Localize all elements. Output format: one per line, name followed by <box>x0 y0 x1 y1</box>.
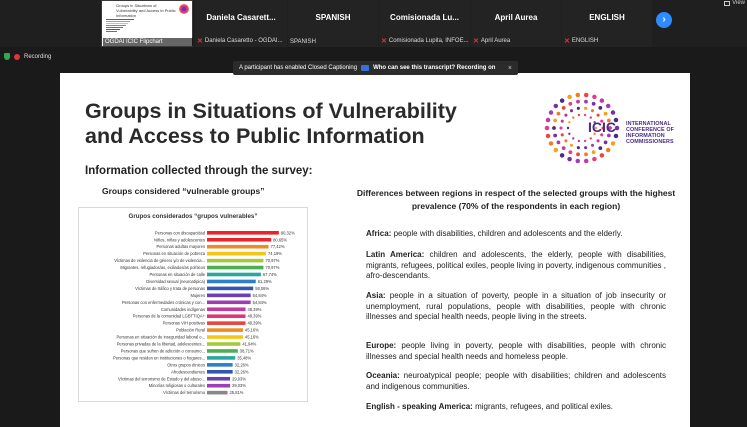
logo-dot <box>592 150 596 154</box>
bar <box>207 307 245 311</box>
logo-dot <box>568 133 570 135</box>
participant-tile[interactable] <box>195 0 287 47</box>
logo-dot <box>559 126 562 129</box>
category-label: Personas con enfermedades crónicas y con... <box>121 299 205 305</box>
groups-heading: Groups considered “vulnerable groups” <box>102 186 265 196</box>
logo-dot <box>546 118 551 123</box>
logo-dot <box>567 127 569 129</box>
logo-dot <box>554 104 559 109</box>
participant-tile[interactable] <box>562 0 652 47</box>
category-label: Diversidad sexual (neuroatípica) <box>146 278 205 284</box>
bar-chart <box>79 208 307 401</box>
closed-caption-icon <box>361 65 369 71</box>
logo-dot <box>598 146 602 150</box>
value-label: 25,81% <box>229 390 244 396</box>
bar <box>207 238 271 242</box>
logo-dot <box>553 119 557 123</box>
value-label: 67,74% <box>262 272 277 277</box>
bar <box>207 356 235 360</box>
logo-dot <box>584 146 587 149</box>
value-label: 45,16% <box>244 327 259 333</box>
logo-dot <box>572 116 574 118</box>
logo-dot <box>567 95 572 99</box>
chart-title: Grupos considerados “grupos vulnerables” <box>128 213 258 220</box>
value-label: 61,29% <box>257 278 272 284</box>
category-label: Personas en situación de inseguridad laboral o... <box>116 334 205 340</box>
mic-muted-icon: ✕ <box>381 38 387 45</box>
logo-dot <box>590 137 592 139</box>
logo-dot <box>604 112 608 116</box>
value-label: 29,03% <box>232 376 246 382</box>
view-button[interactable]: View <box>724 0 745 6</box>
category-label: Víctimas de tráfico y trata de personas <box>135 285 205 291</box>
logo-dot <box>568 121 570 123</box>
mic-muted-icon: ✕ <box>197 38 203 45</box>
value-label: 70,97% <box>265 265 280 271</box>
bar <box>207 363 233 367</box>
value-label: 35,48% <box>237 355 252 361</box>
participant-gallery <box>0 0 747 47</box>
logo-dot <box>564 139 567 142</box>
category-label: Otros grupos étnicos <box>167 362 205 368</box>
logo-dot <box>591 109 594 112</box>
bar <box>207 266 263 270</box>
recording-label: Recording <box>24 53 52 60</box>
bar <box>207 252 266 256</box>
participant-label: ✕ Comisionada Lupita, INFOE... <box>381 38 469 45</box>
participant-name: Comisionada Lu... <box>390 13 459 22</box>
logo-dot <box>553 134 557 138</box>
close-icon[interactable]: × <box>507 64 512 72</box>
logo-dot <box>611 110 616 115</box>
category-label: Personas en situación de pobreza <box>143 251 205 257</box>
logo-dot <box>592 102 596 106</box>
logo-dot <box>564 114 567 117</box>
logo-acronym: ICIC <box>588 119 616 135</box>
category-label: Víctimas de violencia de género y/o de violencia... <box>114 258 205 264</box>
logo-dot <box>584 159 589 164</box>
logo-subtitle: INTERNATIONAL CONFERENCE OF INFORMATION COMMISSIONERS <box>626 121 675 145</box>
participant-label: SPANISH <box>290 39 316 45</box>
category-label: Personas que sufren de adicción o consumo... <box>120 348 205 354</box>
logo-dot <box>570 109 573 112</box>
bar <box>207 273 261 277</box>
category-label: Personas VIH positivas <box>162 320 205 326</box>
logo-dot <box>598 106 602 110</box>
logo-dot <box>562 146 566 150</box>
value-label: 74,19% <box>268 251 282 257</box>
logo-dot <box>557 112 561 116</box>
category-label: Mujeres <box>190 292 205 298</box>
logo-dot <box>611 141 616 146</box>
value-label: 48,39% <box>247 306 262 312</box>
logo-dot <box>577 146 580 149</box>
logo-dot <box>578 114 580 116</box>
logo-dot <box>557 140 561 144</box>
grid-icon <box>724 1 730 6</box>
thumbnail-title: Groups in Situations of Vulnerability and Access to Public Information <box>116 3 176 18</box>
region-latin-america: Latin America: children and adolescents, the elderly, people with disabilities, migrants, refugees, political exiles, people living in poverty, indigenous communities , afro-descendants. <box>366 250 667 280</box>
logo-dot <box>554 148 559 153</box>
logo-dot <box>576 159 581 164</box>
logo-dot <box>568 150 572 154</box>
value-label: 80,65% <box>273 237 288 243</box>
value-label: 32,26% <box>234 362 249 368</box>
category-label: Personas adultas mayores <box>156 244 205 250</box>
logo-dot <box>604 140 608 144</box>
shared-slide <box>60 73 690 427</box>
bar <box>207 314 245 318</box>
logo-dot <box>545 126 550 131</box>
logo-dot <box>546 134 551 139</box>
logo-dot <box>584 140 586 142</box>
regions-heading: Differences between regions in respect of the selected groups with the highest prevalence (70% of the respondents in each region) <box>356 188 676 211</box>
category-label: Víctimas del terrorismo <box>163 390 205 396</box>
participant-name: Daniela Casarett... <box>206 13 276 22</box>
category-label: Población Rural <box>176 327 205 333</box>
icic-logo-mini <box>179 4 189 14</box>
bar <box>207 349 238 353</box>
participant-tile[interactable] <box>379 0 470 47</box>
bar <box>207 301 251 305</box>
bar <box>207 328 243 332</box>
value-label: 70,97% <box>265 258 280 264</box>
bar <box>207 245 269 249</box>
region-oceania: Oceania: neuroatypical people; people with disabilities; children and adolescents and indigenous communities. <box>366 371 666 391</box>
participant-tile[interactable] <box>471 0 561 47</box>
notice-text: A participant has enabled Closed Captioning <box>239 65 358 71</box>
logo-dot <box>576 152 580 156</box>
category-label: Víctimas del terrorismo de Estado y del abuso... <box>118 376 205 382</box>
slide-title: Groups in Situations of Vulnerability and Access to Public Information <box>85 99 457 148</box>
value-label: 32,26% <box>234 369 249 375</box>
bar <box>207 335 243 339</box>
bar <box>207 370 233 374</box>
logo-dot <box>592 157 597 162</box>
logo-dot <box>606 148 611 153</box>
record-icon <box>14 54 20 60</box>
value-label: 54,84% <box>252 299 267 305</box>
logo-dot <box>561 120 564 123</box>
category-label: Personas que residen en instituciones o hogares... <box>113 355 205 361</box>
logo-dot <box>591 144 594 147</box>
value-label: 45,16% <box>244 334 259 340</box>
region-africa: Africa: people with disabilities, children and adolescents and the elderly. <box>366 229 623 238</box>
value-label: 58,06% <box>255 285 270 291</box>
shield-icon <box>4 53 10 60</box>
bar <box>207 321 245 325</box>
category-label: Personas con discapacidad <box>154 230 205 236</box>
participant-name: April Aurea <box>494 13 538 22</box>
logo-dot <box>576 100 580 104</box>
chevron-right-icon[interactable]: › <box>656 12 672 28</box>
mic-muted-icon: ✕ <box>473 38 479 45</box>
logo-dot <box>552 126 556 130</box>
participant-label: ✕ ENGLISH <box>564 38 599 45</box>
category-label: Comunidades indígenas <box>160 306 205 312</box>
bar <box>207 287 253 291</box>
logo-dot <box>584 107 587 110</box>
value-label: 48,39% <box>247 313 262 319</box>
value-label: 41,94% <box>242 341 257 347</box>
category-label: Afrodescendientes <box>171 369 205 375</box>
bar <box>207 259 263 263</box>
logo-dot <box>606 104 611 109</box>
mic-muted-icon: ✕ <box>564 38 570 45</box>
participant-label: ✕ Daniela Casaretto - OGDAI... <box>197 38 283 45</box>
bar <box>207 294 251 298</box>
participant-name: ENGLISH <box>589 13 625 22</box>
logo-dot <box>584 114 586 116</box>
category-label: Personas privadas de la libertad, adolescentes... <box>116 341 205 347</box>
region-english-speaking-america: English - speaking America: migrants, refugees, and political exiles. <box>366 402 613 411</box>
value-label: 38,71% <box>239 348 254 354</box>
logo-dot <box>549 110 554 115</box>
region-europe: Europe: people living in poverty, people with disabilities, people with chronic illnesses and special health needs and homeless people. <box>366 341 666 361</box>
logo-dot <box>576 93 581 98</box>
logo-dot <box>572 137 574 139</box>
category-label: Minorías religiosas o culturales <box>148 383 205 389</box>
category-label: Personas de la comunidad LGBTTIQA+ <box>132 313 205 319</box>
bar <box>207 280 256 284</box>
logo-dot <box>567 157 572 162</box>
category-label: Migrantes, refugiados/as, exiliados/as políticos <box>120 265 205 271</box>
logo-dot <box>584 93 589 98</box>
logo-dot <box>584 152 588 156</box>
participant-label: ✕ April Aurea <box>473 38 511 45</box>
notice-link[interactable]: Who can see this transcript? Recording on <box>373 65 496 71</box>
participant-name: SPANISH <box>315 13 351 22</box>
bar <box>207 384 230 388</box>
bar <box>207 231 279 235</box>
participant-tile[interactable] <box>288 0 378 47</box>
logo-dot <box>584 100 588 104</box>
bar <box>207 391 228 395</box>
logo-dot <box>562 106 566 110</box>
value-label: 54,84% <box>252 292 267 298</box>
survey-subtitle: Information collected through the survey: <box>85 165 313 177</box>
logo-dot <box>568 102 572 106</box>
value-label: 77,42% <box>270 244 285 250</box>
logo-dot <box>560 153 565 158</box>
region-asia: Asia: people in a situation of poverty, people in a situation of job insecurity or unemployment, rural populations, people with disabilities, people with chronic illnesses and special health needs, people living in the streets. <box>366 291 666 321</box>
logo-dot <box>600 98 605 103</box>
category-label: Niños, niñas y adolescentes <box>154 237 205 243</box>
thumbnail-label: OGDAI ICIC Flipchart <box>103 38 193 46</box>
logo-dot <box>597 114 600 117</box>
recording-indicator[interactable] <box>4 53 51 60</box>
captioning-notice <box>233 61 518 75</box>
logo-dot <box>570 144 573 147</box>
logo-dot <box>578 140 580 142</box>
bar <box>207 342 240 346</box>
value-label: 90,32% <box>280 230 295 236</box>
value-label: 29,03% <box>232 383 246 389</box>
logo-dot <box>600 153 605 158</box>
value-label: 48,39% <box>247 320 262 326</box>
logo-dot <box>560 98 565 103</box>
bar <box>207 377 230 381</box>
logo-dot <box>592 95 597 99</box>
category-label: Personas en situación de calle <box>149 272 205 277</box>
thumbnail-bars <box>106 19 136 33</box>
logo-dot <box>577 107 580 110</box>
logo-dot <box>597 139 600 142</box>
logo-dot <box>561 133 564 136</box>
logo-dot <box>549 141 554 146</box>
chart-panel <box>78 207 308 402</box>
